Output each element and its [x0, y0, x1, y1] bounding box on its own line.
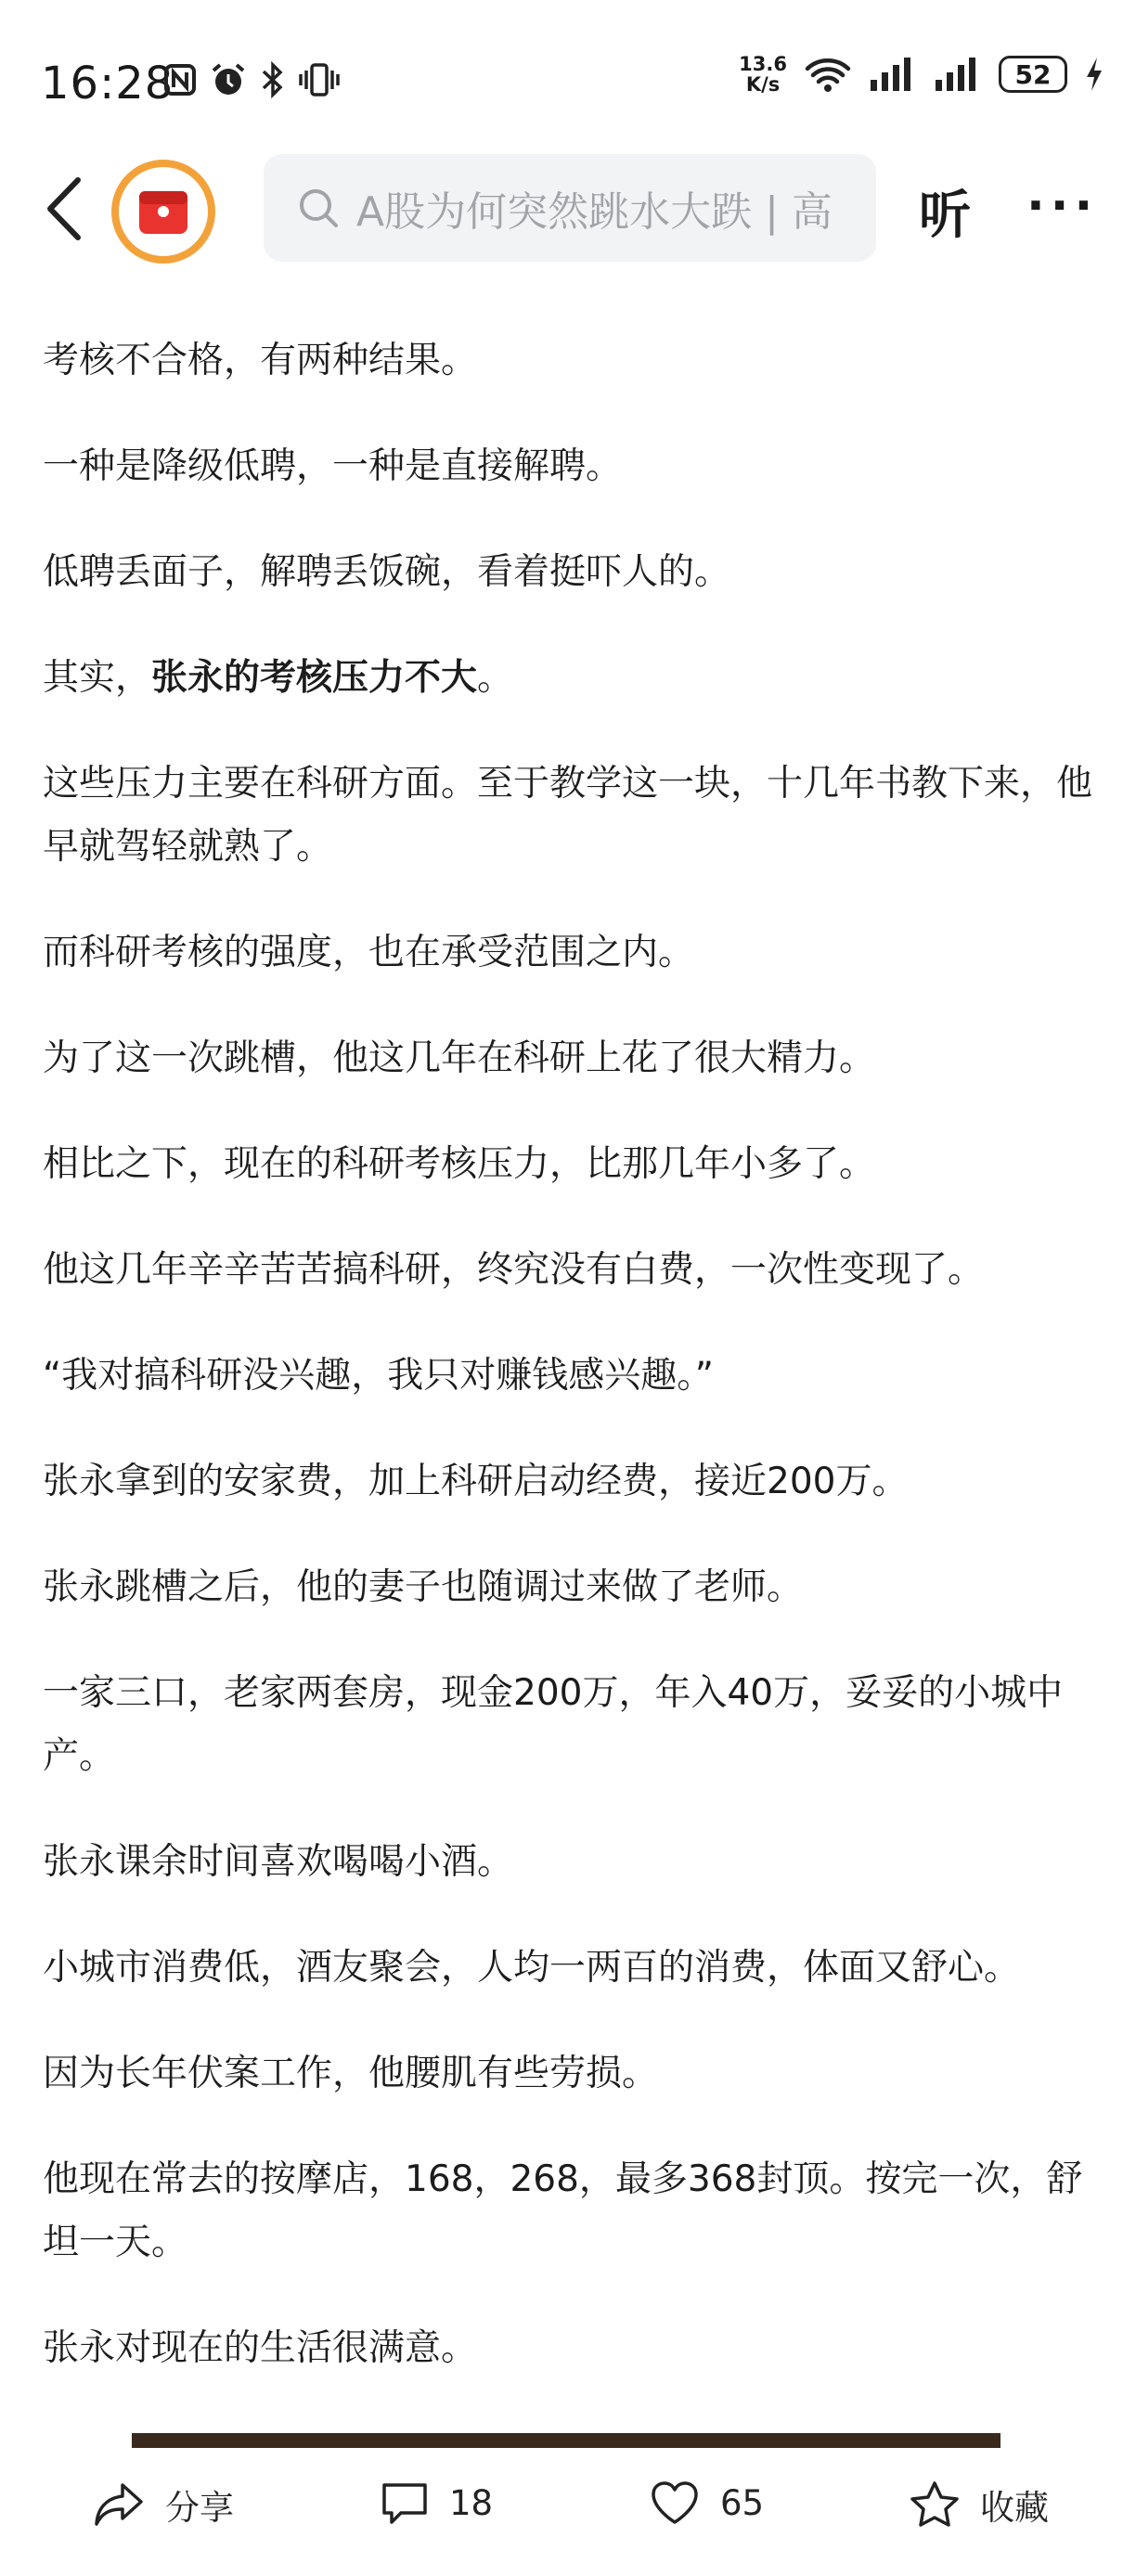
status-time: 16:28: [41, 58, 174, 109]
top-navigation: [0, 148, 1136, 269]
article-paragraph: 相比之下，现在的科研考核压力，比那几年小多了。: [43, 1143, 876, 1185]
signal-icon: [869, 56, 917, 93]
bluetooth-icon: [260, 61, 286, 98]
charging-icon: [1084, 56, 1104, 93]
search-icon: [297, 187, 340, 229]
article-paragraph: 他这几年辛辛苦苦搞科研，终究没有白费，一次性变现了。: [43, 1249, 985, 1291]
article-paragraph: 低聘丢面子，解聘丢饭碗，看着挺吓人的。: [43, 551, 731, 593]
article-paragraph: [43, 647, 1101, 710]
network-speed: [739, 54, 787, 95]
battery-indicator: 52: [999, 56, 1067, 93]
article-paragraph: “我对搞科研没兴趣，我只对赚钱感兴趣。”: [43, 1355, 714, 1397]
article-paragraph: 而科研考核的强度，也在承受范围之内。: [43, 932, 695, 973]
network-speed-unit: K/s: [745, 73, 781, 96]
more-menu-button[interactable]: ···: [1026, 178, 1099, 234]
article-paragraph: 张永拿到的安家费，加上科研启动经费，接近200万。: [43, 1461, 909, 1502]
star-icon: [910, 2480, 960, 2529]
bottom-action-bar: [0, 2450, 1136, 2576]
article-paragraph: 因为长年伏案工作，他腰肌有些劳损。: [43, 2053, 659, 2094]
share-icon: [93, 2481, 145, 2528]
share-label: 分享: [165, 2488, 234, 2528]
article-paragraph: 一家三口，老家两套房，现金200万，年入40万，妥妥的小城中产。: [43, 1672, 1064, 1777]
listen-button[interactable]: 听: [919, 186, 971, 246]
favorite-label: 收藏: [980, 2488, 1049, 2528]
heart-icon: [650, 2479, 700, 2526]
article-paragraph: 这些压力主要在科研方面。至于教学这一块，十几年书教下来，他早就驾轻就熟了。: [43, 763, 1093, 868]
article-paragraph: 他现在常去的按摩店，168，268，最多368封顶。按完一次，舒坦一天。: [43, 2158, 1083, 2263]
back-arrow-icon[interactable]: [41, 174, 87, 243]
author-avatar[interactable]: [110, 158, 217, 265]
like-button[interactable]: [650, 2479, 764, 2526]
paragraph-prefix: 其实，: [43, 657, 152, 699]
paragraph-suffix: 。: [477, 657, 514, 699]
alarm-icon: [210, 61, 247, 98]
vibrate-icon: [299, 61, 340, 98]
network-speed-value: 13.6: [739, 53, 787, 75]
status-icons-left: [163, 61, 340, 98]
article-paragraph: 考核不合格，有两种结果。: [43, 340, 478, 381]
signal-icon: [934, 56, 982, 93]
search-bar[interactable]: [264, 154, 876, 262]
comment-button[interactable]: [381, 2479, 493, 2526]
article-paragraph: 小城市消费低，酒友聚会，人均一两百的消费，体面又舒心。: [43, 1947, 1021, 1989]
status-icons-right: [739, 54, 1104, 95]
comment-icon: [381, 2479, 429, 2526]
article-body: [43, 329, 1101, 2423]
article-paragraph: 一种是降级低聘，一种是直接解聘。: [43, 445, 623, 487]
bold-highlight: 张永的考核压力不大: [151, 657, 478, 699]
status-bar: [0, 0, 1136, 158]
article-paragraph: 张永跳槽之后，他的妻子也随调过来做了老师。: [43, 1566, 804, 1608]
share-button[interactable]: [93, 2479, 234, 2530]
search-placeholder: A股为何突然跳水大跌 | 高: [356, 188, 833, 236]
article-paragraph: 张永对现在的生活很满意。: [43, 2327, 478, 2369]
comment-count: 18: [449, 2482, 494, 2523]
favorite-button[interactable]: [910, 2479, 1049, 2530]
article-paragraph: 为了这一次跳槽，他这几年在科研上花了很大精力。: [43, 1037, 876, 1079]
nfc-icon: [163, 63, 197, 97]
article-paragraph: 张永课余时间喜欢喝喝小酒。: [43, 1841, 514, 1883]
like-count: 65: [720, 2482, 765, 2523]
wifi-icon: [804, 56, 852, 93]
article-image[interactable]: [132, 2433, 1000, 2448]
